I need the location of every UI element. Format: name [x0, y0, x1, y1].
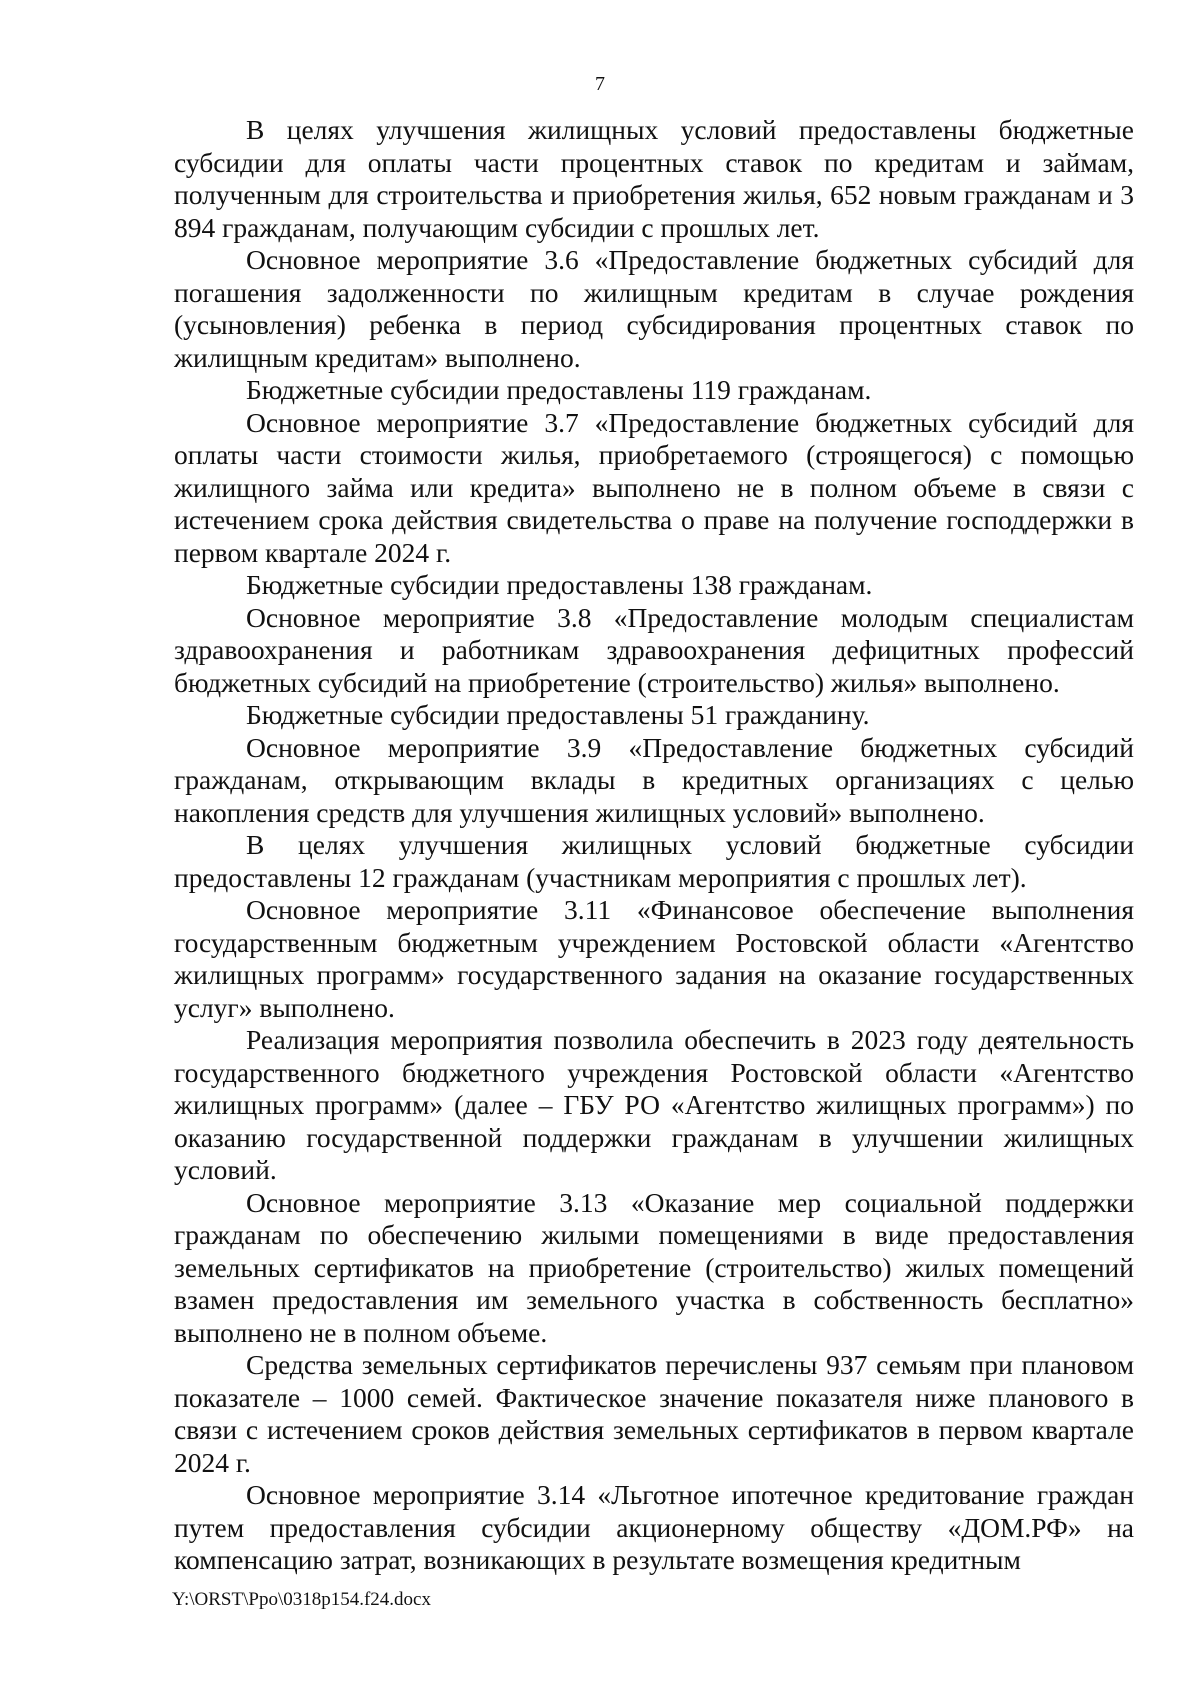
paragraph-measure-3-11: Основное мероприятие 3.11 «Финансовое обеспечение выполнения государственным бюджетным учреждением Ростовской области «Агентство жилищных программ» государственного задания на оказание государственных услуг» выполнено.	[174, 894, 1134, 1023]
paragraph-agency-activity: Реализация мероприятия позволила обеспечить в 2023 году деятельность государственного бюджетного учреждения Ростовской области «Агентство жилищных программ» (далее – ГБУ РО «Агентство жилищных программ») по оказанию государственной поддержки гражданам в улучшении жилищных условий.	[174, 1024, 1134, 1185]
paragraph-measure-3-6: Основное мероприятие 3.6 «Предоставление бюджетных субсидий для погашения задолженности по жилищным кредитам в случае рождения (усыновления) ребенка в период субсидирования процентных ставок по жилищным кредитам» выполнено.	[174, 244, 1134, 373]
paragraph-subsidies-138: Бюджетные субсидии предоставлены 138 гражданам.	[246, 569, 873, 600]
paragraph-measure-3-14: Основное мероприятие 3.14 «Льготное ипотечное кредитование граждан путем предоставления субсидии акционерному обществу «ДОМ.РФ» на компенсацию затрат, возникающих в результате возмещения кредитным	[174, 1479, 1134, 1575]
paragraph-measure-3-8: Основное мероприятие 3.8 «Предоставление молодым специалистам здравоохранения и работникам здравоохранения дефицитных профессий бюджетных субсидий на приобретение (строительство) жилья» выполнено.	[174, 601, 1134, 698]
file-path-footer: Y:\ORST\Ppo\0318p154.f24.docx	[172, 1589, 431, 1610]
paragraph-subsidies-12: В целях улучшения жилищных условий бюджетные субсидии предоставлены 12 гражданам (участникам мероприятия с прошлых лет).	[174, 829, 1134, 893]
paragraph-subsidies-119: Бюджетные субсидии предоставлены 119 гражданам.	[246, 374, 872, 405]
paragraph-measure-3-9: Основное мероприятие 3.9 «Предоставление бюджетных субсидий гражданам, открывающим вклады в кредитных организациях с целью накопления средств для улучшения жилищных условий» выполнено.	[174, 731, 1134, 828]
paragraph-measure-3-7: Основное мероприятие 3.7 «Предоставление бюджетных субсидий для оплаты части стоимости жилья, приобретаемого (строящегося) с помощью жилищного займа или кредита» выполнено не в полном объеме в связи с истечением срока действия свидетельства о праве на получение господдержки в первом квартале 2024 г.	[174, 406, 1134, 568]
paragraph-interest-subsidies: В целях улучшения жилищных условий предоставлены бюджетные субсидии для оплаты части процентных ставок по кредитам и займам, полученным для строительства и приобретения жилья, 652 новым гражданам и 3 894 гражданам, получающим субсидии с прошлых лет.	[174, 114, 1134, 243]
paragraph-subsidies-51: Бюджетные субсидии предоставлены 51 гражданину.	[246, 699, 870, 730]
paragraph-land-certificates: Средства земельных сертификатов перечислены 937 семьям при плановом показателе – 1000 семей. Фактическое значение показателя ниже планового в связи с истечением сроков действия земельных сертификатов в первом квартале 2024 г.	[174, 1349, 1134, 1478]
paragraph-measure-3-13: Основное мероприятие 3.13 «Оказание мер социальной поддержки гражданам по обеспечению жилыми помещениями в виде предоставления земельных сертификатов на приобретение (строительство) жилых помещений взамен предоставления им земельного участка в собственность бесплатно» выполнено не в полном объеме.	[174, 1186, 1134, 1348]
document-body	[174, 114, 1134, 1577]
page-number: 7	[595, 73, 605, 95]
